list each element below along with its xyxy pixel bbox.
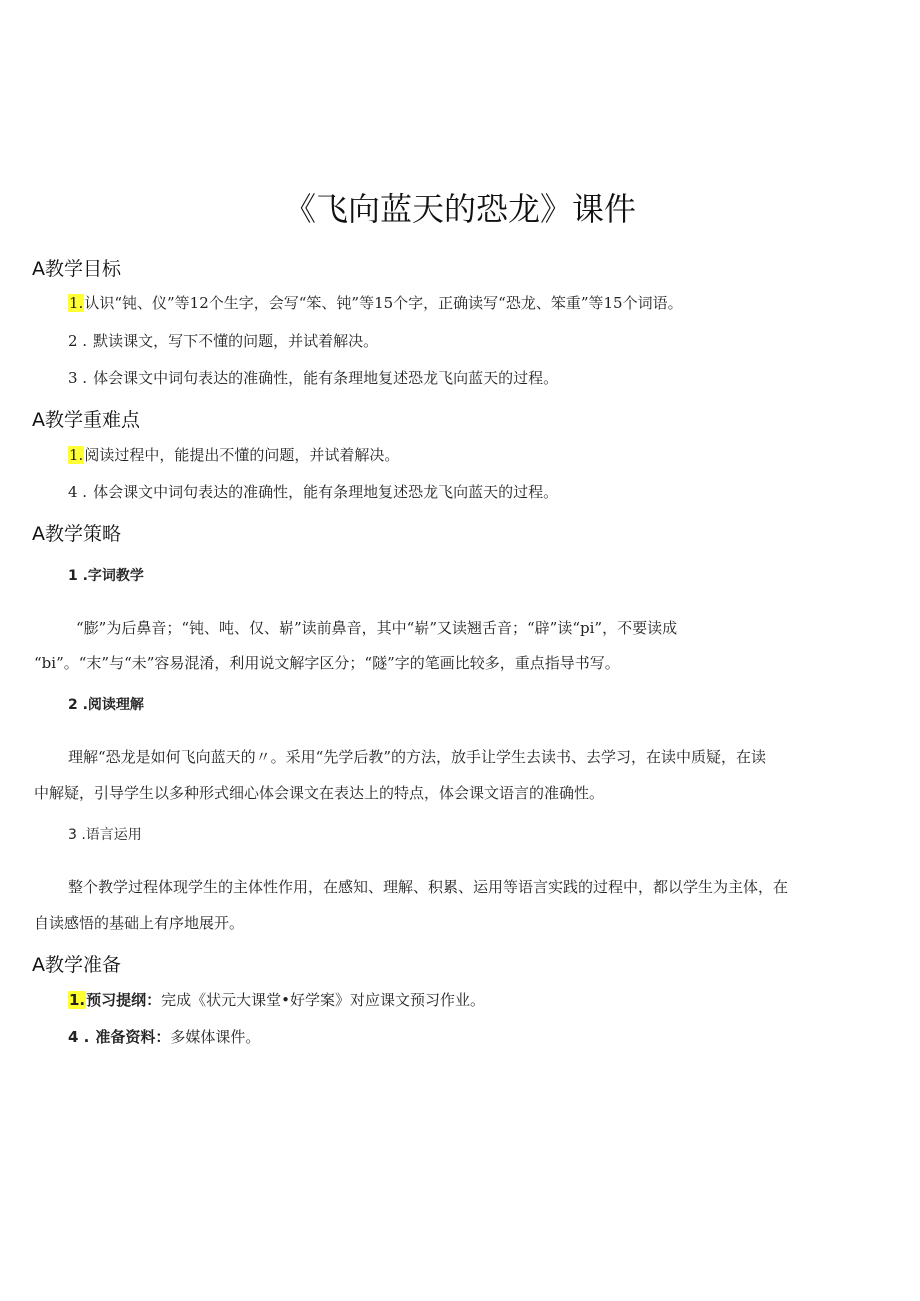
- document-title: 《飞向蓝天的恐龙》课件: [283, 190, 636, 228]
- strategy-subheading: 1 .字词教学: [68, 568, 144, 584]
- item-text: 多媒体课件。: [170, 1028, 261, 1046]
- objective-item: [68, 367, 558, 388]
- key-point-item: [68, 444, 399, 465]
- key-point-item: [68, 481, 558, 502]
- item-text: 默读课文，写下不懂的问题，并试着解决。: [93, 332, 379, 350]
- heading-objectives: A教学目标: [32, 258, 121, 280]
- strategy-subheading: 2 .阅读理解: [68, 697, 144, 713]
- item-number: 4 .: [68, 483, 88, 501]
- item-text: 体会课文中词句表达的准确性，能有条理地复述恐龙飞向蓝天的过程。: [93, 369, 559, 387]
- item-number: 2 .: [68, 332, 88, 350]
- heading-strategy: A教学策略: [32, 523, 121, 545]
- item-text: 体会课文中词句表达的准确性，能有条理地复述恐龙飞向蓝天的过程。: [93, 483, 559, 501]
- heading-key-points: A教学重难点: [32, 409, 140, 431]
- preparation-item: [68, 989, 485, 1010]
- objective-item: [68, 330, 378, 351]
- paragraph-line: “bi”。“末”与“未”容易混淆，利用说文解字区分；“隧”字的笔画比较多，重点指导书写。: [34, 654, 620, 672]
- item-number: 1.: [69, 446, 84, 464]
- item-label: 准备资料：: [95, 1028, 171, 1046]
- paragraph-line: 自读感悟的基础上有序地展开。: [34, 914, 245, 932]
- preparation-item: [68, 1026, 260, 1047]
- item-label: 预习提纲：: [86, 991, 162, 1009]
- item-text: 阅读过程中，能提出不懂的问题，并试着解决。: [84, 446, 400, 464]
- paragraph-line: 理解“恐龙是如何飞向蓝天的〃。采用“先学后教”的方法，放手让学生去读书、去学习，在读中质疑，在读: [68, 748, 767, 766]
- item-number: 3 .: [68, 369, 88, 387]
- paragraph-line: 中解疑，引导学生以多种形式细心体会课文在表达上的特点，体会课文语言的准确性。: [34, 784, 605, 802]
- objective-item: [68, 292, 683, 313]
- item-number: 1.: [69, 294, 84, 312]
- item-text: 认识“钝、仪”等12个生字，会写“笨、钝”等15个字，正确读写“恐龙、笨重”等15个词语。: [84, 294, 683, 312]
- paragraph-line: “膨”为后鼻音；“钝、吨、仅、崭”读前鼻音，其中“崭”又读翘舌音；“辟”读“pi”，不要读成: [76, 619, 678, 637]
- heading-preparation: A教学准备: [32, 954, 121, 976]
- strategy-subheading: 3 .语言运用: [68, 827, 142, 843]
- item-number: 4 .: [68, 1028, 90, 1046]
- paragraph-line: 整个教学过程体现学生的主体性作用，在感知、理解、积累、运用等语言实践的过程中，都以学生为主体，在: [68, 878, 789, 896]
- item-number: 1.: [69, 991, 86, 1009]
- item-text: 完成《状元大课堂•好学案》对应课文预习作业。: [161, 991, 486, 1009]
